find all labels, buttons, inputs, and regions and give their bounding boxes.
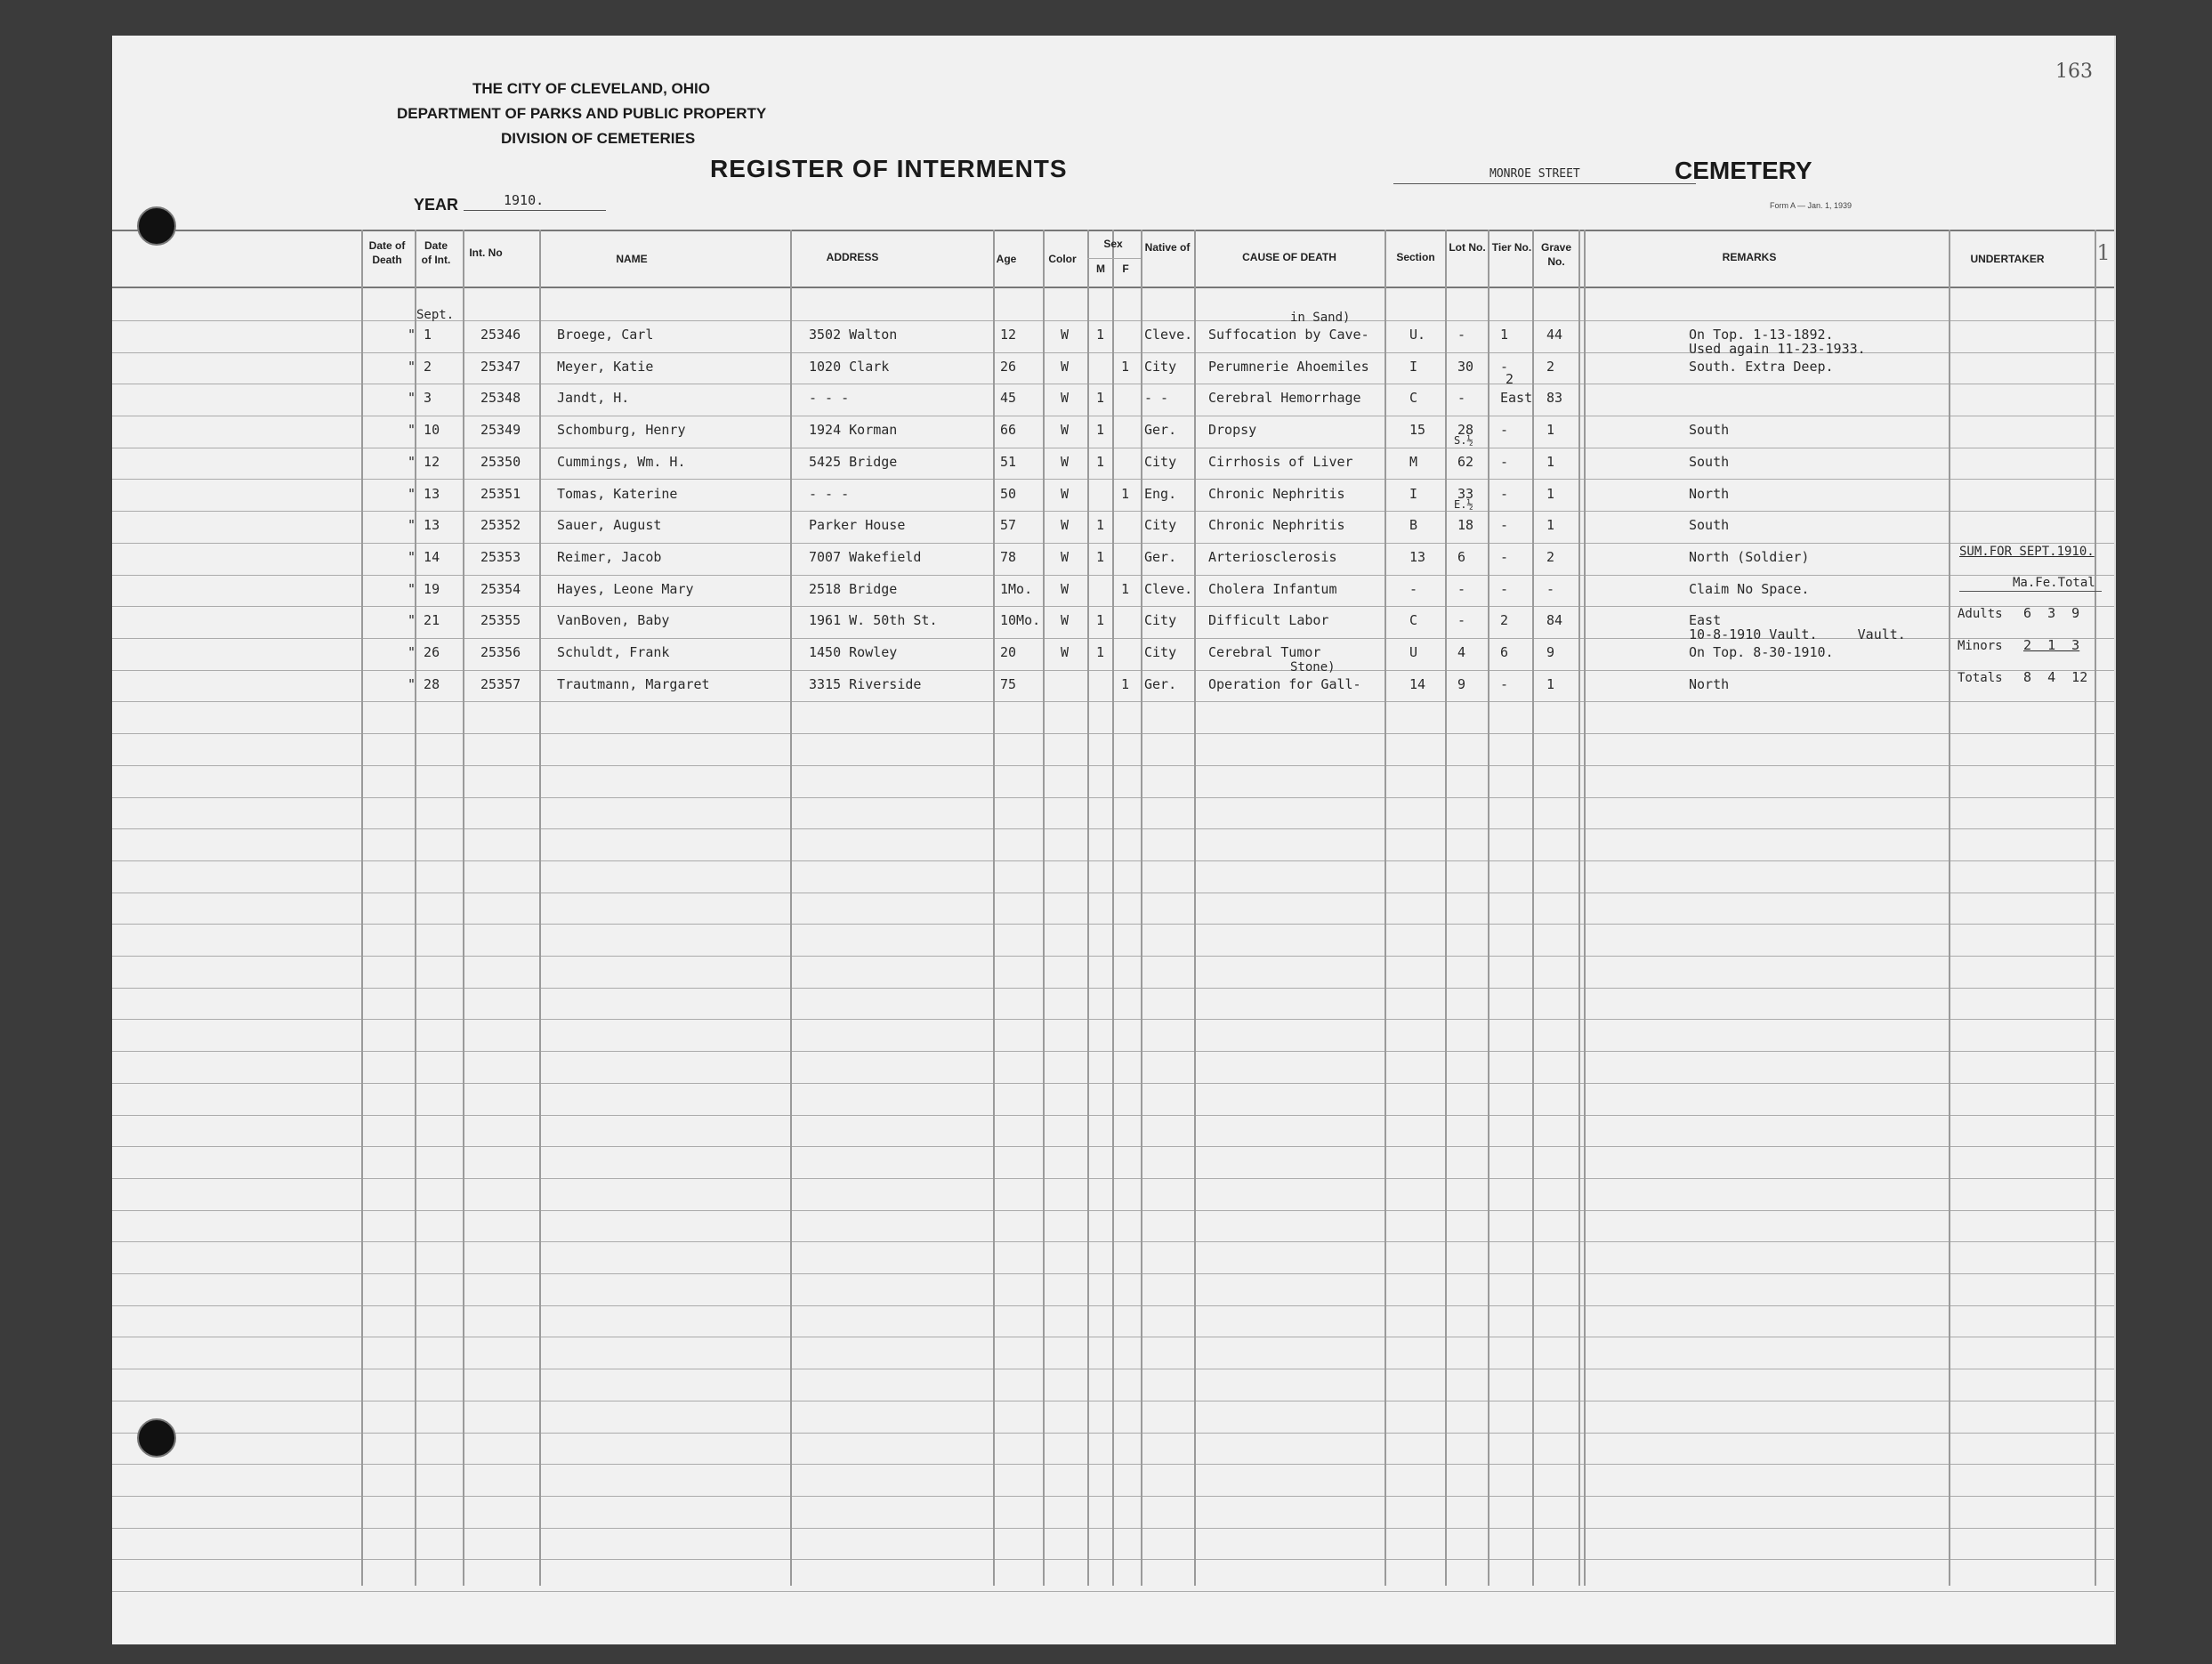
row-section: I: [1409, 359, 1418, 375]
row-section: U.: [1409, 327, 1426, 343]
row-cause: Arteriosclerosis: [1208, 549, 1337, 565]
row-age: 10Mo.: [1000, 612, 1041, 628]
row-age: 66: [1000, 422, 1017, 438]
column-rule: [1578, 230, 1580, 1586]
row-color: W: [1061, 644, 1070, 660]
row-color: W: [1061, 454, 1070, 470]
column-rule: [1532, 230, 1534, 1586]
row-date: " 13: [408, 486, 440, 502]
summary-adults: 6 3 9: [2023, 605, 2080, 621]
row-native: City: [1144, 359, 1177, 375]
row-sex-f: 1: [1121, 486, 1130, 502]
row-remarks: On Top. 8-30-1910.: [1689, 644, 1834, 660]
row-native: Ger.: [1144, 549, 1177, 565]
row-age: 12: [1000, 327, 1017, 343]
row-sex-f: 1: [1121, 359, 1130, 375]
row-int-no: 25353: [480, 549, 521, 565]
row-grave: 2: [1546, 549, 1555, 565]
row-remarks: North (Soldier): [1689, 549, 1810, 565]
summary-minors: 2 1 3: [2023, 637, 2080, 653]
row-tier-extra: 2: [1506, 371, 1514, 387]
column-rule: [2095, 230, 2096, 1586]
row-age: 57: [1000, 517, 1017, 533]
row-native: City: [1144, 644, 1177, 660]
row-lot: -: [1457, 390, 1466, 406]
row-remarks: South: [1689, 517, 1730, 533]
row-grave: 1: [1546, 517, 1555, 533]
row-name: Schuldt, Frank: [557, 644, 670, 660]
register-page: [112, 36, 2116, 1644]
row-age: 20: [1000, 644, 1017, 660]
summary-totals: 8 4 12: [2023, 669, 2088, 685]
row-sex-m: 1: [1096, 327, 1105, 343]
cemetery-name: MONROE STREET: [1489, 167, 1580, 181]
row-date: " 13: [408, 517, 440, 533]
row-color: W: [1061, 517, 1070, 533]
city-heading: THE CITY OF CLEVELAND, OHIO: [472, 80, 710, 97]
row-name: VanBoven, Baby: [557, 612, 670, 628]
row-int-no: 25356: [480, 644, 521, 660]
column-rule: [1087, 230, 1089, 1586]
summary-totals-label: Totals: [1958, 671, 2003, 685]
row-sex-m: 1: [1096, 644, 1105, 660]
row-date: " 12: [408, 454, 440, 470]
column-rule: [1043, 230, 1045, 1586]
row-name: Trautmann, Margaret: [557, 676, 710, 692]
row-age: 26: [1000, 359, 1017, 375]
row-color: W: [1061, 549, 1070, 565]
row-native: City: [1144, 612, 1177, 628]
row-grave: 84: [1546, 612, 1563, 628]
row-age: 78: [1000, 549, 1017, 565]
col-sex-m: M: [1096, 263, 1105, 275]
row-grave: 83: [1546, 390, 1563, 406]
row-color: W: [1061, 327, 1070, 343]
row-cause: Cholera Infantum: [1208, 581, 1337, 597]
row-grave: 44: [1546, 327, 1563, 343]
row-section: 15: [1409, 422, 1426, 438]
cemetery-label: CEMETERY: [1675, 157, 1812, 184]
row-address: Parker House: [809, 517, 906, 533]
row-cause-continuation: in Sand): [1290, 311, 1351, 325]
row-lot: -: [1457, 581, 1466, 597]
row-sex-f: 1: [1121, 581, 1130, 597]
row-name: Schomburg, Henry: [557, 422, 686, 438]
row-int-no: 25350: [480, 454, 521, 470]
row-int-no: 25349: [480, 422, 521, 438]
column-rule: [790, 230, 792, 1586]
col-int-no: Int. No: [469, 246, 503, 259]
row-age: 50: [1000, 486, 1017, 502]
row-address: 2518 Bridge: [809, 581, 898, 597]
row-remarks: Claim No Space.: [1689, 581, 1810, 597]
row-remarks: North: [1689, 676, 1730, 692]
row-remarks: North: [1689, 486, 1730, 502]
col-tier: Tier No.: [1491, 241, 1532, 254]
row-section: -: [1409, 581, 1418, 597]
row-tier: 1: [1500, 327, 1509, 343]
row-tier: -: [1500, 422, 1509, 438]
col-color: Color: [1048, 253, 1077, 265]
row-address: 1961 W. 50th St.: [809, 612, 938, 628]
row-int-no: 25351: [480, 486, 521, 502]
row-int-no: 25357: [480, 676, 521, 692]
row-lot: 6: [1457, 549, 1466, 565]
row-sex-m: 1: [1096, 549, 1105, 565]
row-cause: Operation for Gall-: [1208, 676, 1361, 692]
summary-header: Ma.Fe.Total: [2013, 576, 2095, 590]
column-rule: [1584, 230, 1586, 1586]
row-grave: 1: [1546, 486, 1555, 502]
row-section: U: [1409, 644, 1418, 660]
row-color: W: [1061, 486, 1070, 502]
row-lot: 18: [1457, 517, 1474, 533]
department-heading: DEPARTMENT OF PARKS AND PUBLIC PROPERTY: [397, 105, 767, 122]
col-section: Section: [1396, 251, 1435, 263]
division-heading: DIVISION OF CEMETERIES: [501, 130, 696, 147]
row-remarks: South: [1689, 454, 1730, 470]
row-cause: Suffocation by Cave-: [1208, 327, 1369, 343]
row-native: Ger.: [1144, 676, 1177, 692]
row-cause: Difficult Labor: [1208, 612, 1329, 628]
row-sex-f: 1: [1121, 676, 1130, 692]
column-rule: [1112, 230, 1114, 1586]
row-remarks: On Top. 1-13-1892.: [1689, 327, 1834, 343]
edge-mark: 1: [2096, 240, 2111, 265]
row-lot: 9: [1457, 676, 1466, 692]
column-rule: [1194, 230, 1196, 1586]
col-date-of-death: Date of Death: [368, 239, 406, 266]
column-rule: [1949, 230, 1950, 1586]
row-age: 45: [1000, 390, 1017, 406]
col-sex: Sex: [1103, 238, 1123, 250]
col-remarks: REMARKS: [1722, 251, 1777, 263]
row-sex-m: 1: [1096, 517, 1105, 533]
row-int-no: 25348: [480, 390, 521, 406]
row-native: Ger.: [1144, 422, 1177, 438]
row-cause: Dropsy: [1208, 422, 1257, 438]
row-name: Meyer, Katie: [557, 359, 654, 375]
row-native: City: [1144, 517, 1177, 533]
row-tier: East: [1500, 390, 1533, 406]
row-tier: -: [1500, 581, 1509, 597]
binder-hole-bottom: [137, 1418, 176, 1458]
row-section: C: [1409, 390, 1418, 406]
row-lot-fraction: S.½: [1454, 434, 1473, 447]
row-native: Cleve.: [1144, 581, 1193, 597]
row-address: 1020 Clark: [809, 359, 890, 375]
row-sex-m: 1: [1096, 422, 1105, 438]
row-remarks: South. Extra Deep.: [1689, 359, 1834, 375]
page-number: 163: [2055, 61, 2093, 83]
year-value: 1910.: [504, 192, 545, 208]
summary-adults-label: Adults: [1958, 607, 2003, 621]
row-lot: 33: [1457, 486, 1474, 502]
row-color: W: [1061, 359, 1070, 375]
row-date: " 14: [408, 549, 440, 565]
col-lot: Lot No.: [1449, 241, 1486, 254]
column-rule: [463, 230, 464, 1586]
row-tier: -: [1500, 486, 1509, 502]
row-cause: Cerebral Hemorrhage: [1208, 390, 1361, 406]
row-section: M: [1409, 454, 1418, 470]
row-name: Cummings, Wm. H.: [557, 454, 686, 470]
column-rule: [1488, 230, 1489, 1586]
row-tier: 2: [1500, 612, 1509, 628]
col-age: Age: [996, 253, 1017, 265]
row-address: 5425 Bridge: [809, 454, 898, 470]
row-grave: 1: [1546, 422, 1555, 438]
row-lot: 4: [1457, 644, 1466, 660]
row-name: Hayes, Leone Mary: [557, 581, 694, 597]
row-grave: 1: [1546, 676, 1555, 692]
row-section: 13: [1409, 549, 1426, 565]
row-native: City: [1144, 454, 1177, 470]
month-label: Sept.: [416, 308, 455, 322]
row-date: " 3: [408, 390, 432, 406]
row-tier: 6: [1500, 644, 1509, 660]
row-int-no: 25354: [480, 581, 521, 597]
row-cause: Chronic Nephritis: [1208, 517, 1345, 533]
row-cause: Chronic Nephritis: [1208, 486, 1345, 502]
row-address: - - -: [809, 486, 850, 502]
col-grave: Grave No.: [1540, 241, 1572, 268]
row-remarks: South: [1689, 422, 1730, 438]
col-native: Native of: [1144, 241, 1191, 254]
row-section: 14: [1409, 676, 1426, 692]
row-cause-continuation: Stone): [1290, 660, 1336, 674]
row-name: Sauer, August: [557, 517, 662, 533]
row-lot-fraction: E.½: [1454, 498, 1473, 511]
row-address: 7007 Wakefield: [809, 549, 922, 565]
col-address: ADDRESS: [826, 251, 879, 263]
row-lot: 62: [1457, 454, 1474, 470]
row-name: Reimer, Jacob: [557, 549, 662, 565]
col-undertaker: UNDERTAKER: [1970, 253, 2045, 265]
row-remarks: East: [1689, 612, 1722, 628]
row-date: " 21: [408, 612, 440, 628]
row-age: 51: [1000, 454, 1017, 470]
row-grave: 1: [1546, 454, 1555, 470]
row-sex-m: 1: [1096, 454, 1105, 470]
row-color: W: [1061, 581, 1070, 597]
row-date: " 26: [408, 644, 440, 660]
row-address: 1450 Rowley: [809, 644, 898, 660]
row-name: Broege, Carl: [557, 327, 654, 343]
row-name: Jandt, H.: [557, 390, 630, 406]
ruled-line: [112, 1591, 2114, 1592]
summary-title: SUM.FOR SEPT.1910.: [1959, 545, 2095, 559]
row-int-no: 25346: [480, 327, 521, 343]
column-rule: [1445, 230, 1447, 1586]
row-tier: -: [1500, 359, 1509, 375]
col-date-of-int: Date of Int.: [421, 239, 451, 266]
row-remarks-extra: 10-8-1910 Vault. Vault.: [1689, 626, 1906, 642]
row-cause: Cerebral Tumor: [1208, 644, 1321, 660]
row-native: Cleve.: [1144, 327, 1193, 343]
page-title: REGISTER OF INTERMENTS: [710, 155, 1068, 182]
row-tier: -: [1500, 676, 1509, 692]
row-date: " 10: [408, 422, 440, 438]
row-date: " 2: [408, 359, 432, 375]
row-color: W: [1061, 422, 1070, 438]
row-grave: -: [1546, 581, 1555, 597]
row-grave: 2: [1546, 359, 1555, 375]
row-lot: 28: [1457, 422, 1474, 438]
col-cause: CAUSE OF DEATH: [1242, 251, 1336, 263]
row-sex-m: 1: [1096, 390, 1105, 406]
row-address: 3502 Walton: [809, 327, 898, 343]
sex-subrule: [1087, 258, 1141, 259]
row-native: Eng.: [1144, 486, 1177, 502]
form-note: Form A — Jan. 1, 1939: [1770, 201, 1853, 210]
row-native: - -: [1144, 390, 1169, 406]
row-cause: Perumnerie Ahoemiles: [1208, 359, 1369, 375]
row-section: C: [1409, 612, 1418, 628]
column-rule: [993, 230, 995, 1586]
row-remarks-extra: Used again 11-23-1933.: [1689, 341, 1866, 357]
summary-minors-label: Minors: [1958, 639, 2003, 653]
column-rule: [361, 230, 363, 1586]
row-date: " 1: [408, 327, 432, 343]
year-label: YEAR: [414, 196, 459, 214]
column-rule: [1141, 230, 1142, 1586]
row-date: " 19: [408, 581, 440, 597]
row-lot: -: [1457, 327, 1466, 343]
row-date: " 28: [408, 676, 440, 692]
row-tier: -: [1500, 549, 1509, 565]
row-section: I: [1409, 486, 1418, 502]
row-age: 75: [1000, 676, 1017, 692]
column-rule: [539, 230, 541, 1586]
row-sex-m: 1: [1096, 612, 1105, 628]
column-rule: [1385, 230, 1386, 1586]
row-age: 1Mo.: [1000, 581, 1033, 597]
binder-hole-top: [137, 206, 176, 246]
row-name: Tomas, Katerine: [557, 486, 678, 502]
row-lot: -: [1457, 612, 1466, 628]
row-address: 3315 Riverside: [809, 676, 922, 692]
row-lot: 30: [1457, 359, 1474, 375]
row-grave: 9: [1546, 644, 1555, 660]
row-int-no: 25352: [480, 517, 521, 533]
row-cause: Cirrhosis of Liver: [1208, 454, 1353, 470]
row-address: 1924 Korman: [809, 422, 898, 438]
row-section: B: [1409, 517, 1418, 533]
row-color: W: [1061, 390, 1070, 406]
row-int-no: 25347: [480, 359, 521, 375]
row-tier: -: [1500, 454, 1509, 470]
col-sex-f: F: [1122, 263, 1129, 275]
row-tier: -: [1500, 517, 1509, 533]
col-name: NAME: [616, 253, 648, 265]
row-address: - - -: [809, 390, 850, 406]
row-color: W: [1061, 612, 1070, 628]
row-int-no: 25355: [480, 612, 521, 628]
